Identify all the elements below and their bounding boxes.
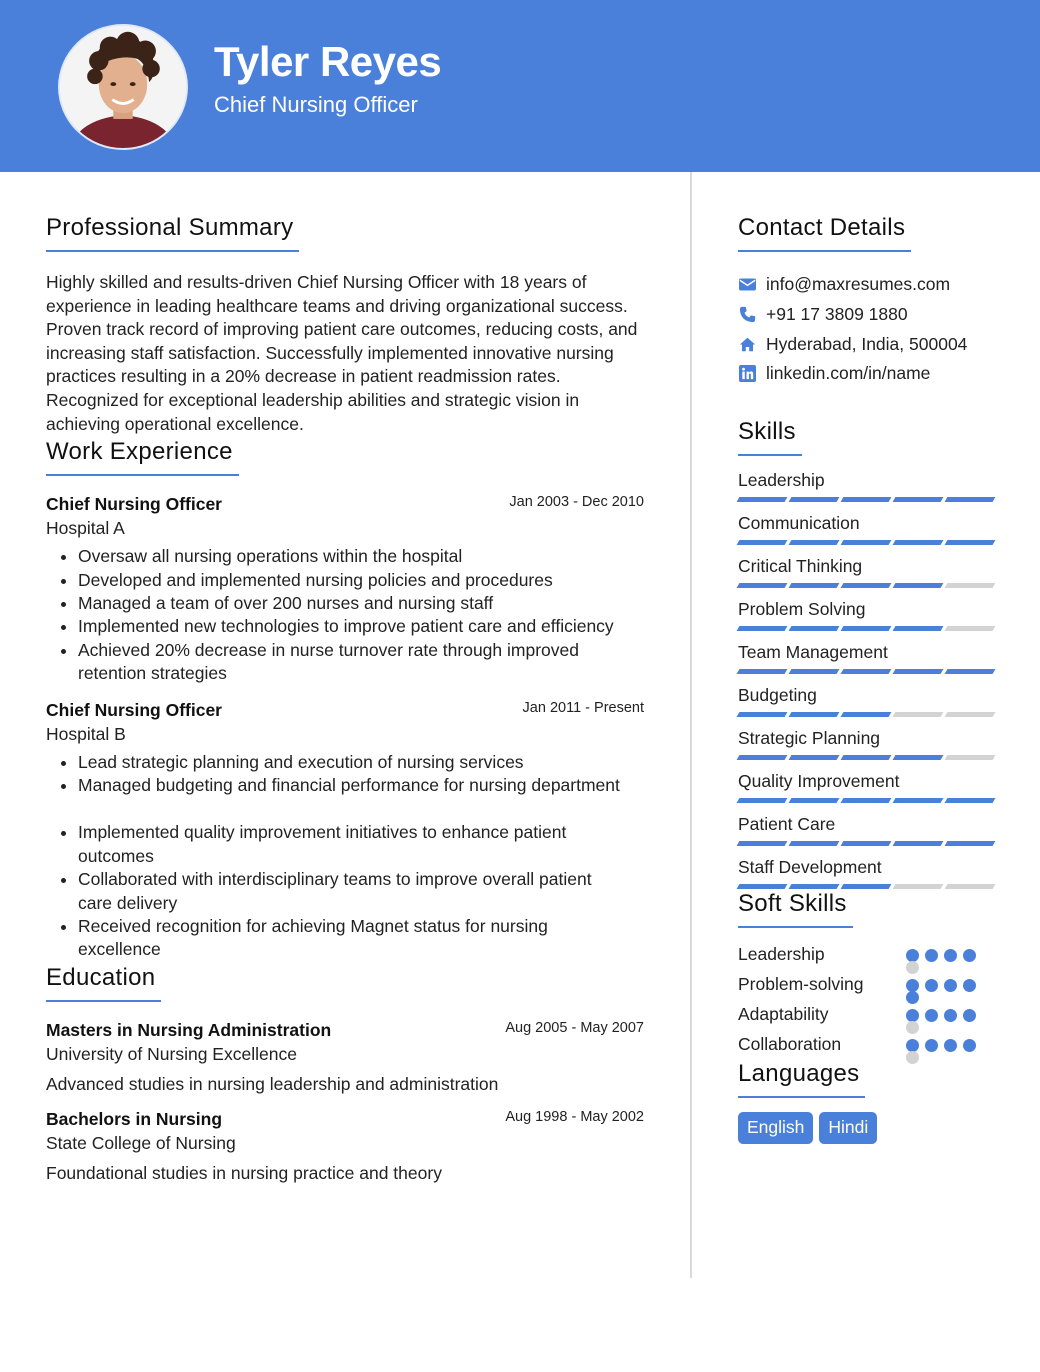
skill-level-bar — [738, 540, 994, 545]
email-text[interactable]: info@maxresumes.com — [766, 274, 951, 294]
language-tag: Hindi — [819, 1112, 877, 1144]
soft-skills-list — [738, 944, 998, 1064]
language-tag: English — [738, 1112, 813, 1144]
rating-dot — [963, 949, 976, 962]
skill-label: Problem Solving — [738, 599, 866, 619]
skill-level-segment — [737, 669, 788, 674]
skill-level-bar — [738, 712, 994, 717]
skill-level-segment — [893, 755, 944, 760]
soft-skill-label: Problem-solving — [738, 974, 864, 994]
home-icon — [738, 336, 756, 354]
skill-level-bar — [738, 755, 994, 760]
list-item: • Collaborated with interdisciplinary teams to improve overall patient care delivery — [78, 868, 646, 915]
rating-dot — [925, 1039, 938, 1052]
skill-level-segment — [737, 583, 788, 588]
list-item: • Developed and implemented nursing policies and procedures — [78, 569, 646, 592]
skill-level-segment — [789, 755, 840, 760]
skill-level-segment — [789, 841, 840, 846]
languages-list — [738, 1112, 998, 1144]
soft-skill-label: Adaptability — [738, 1004, 829, 1024]
skill-level-segment — [737, 497, 788, 502]
education-entry — [46, 1020, 646, 1095]
experience-heading: Work Experience — [46, 438, 233, 472]
skill-level-segment — [841, 712, 892, 717]
job-organization: Hospital A — [46, 518, 125, 539]
skill-level-segment — [841, 626, 892, 631]
avatar — [58, 24, 188, 150]
job-date: Jan 2011 - Present — [522, 699, 644, 716]
job-entry — [46, 494, 646, 685]
skill-level-segment — [737, 755, 788, 760]
phone-text: +91 17 3809 1880 — [766, 304, 908, 324]
degree: Bachelors in Nursing — [46, 1108, 223, 1129]
skill-level-segment — [893, 497, 944, 502]
rating-dot — [906, 1051, 919, 1064]
job-entry — [46, 700, 646, 962]
rating-dot — [944, 979, 957, 992]
skill-item — [738, 642, 998, 685]
skills-list — [738, 470, 998, 900]
list-item: • Implemented quality improvement initiatives to enhance patient outcomes — [78, 821, 646, 868]
languages-heading: Languages — [738, 1060, 859, 1094]
skill-level-segment — [737, 798, 788, 803]
skills-heading: Skills — [738, 418, 796, 452]
skill-level-segment — [893, 626, 944, 631]
rating-dot — [963, 1009, 976, 1022]
skill-level-segment — [789, 540, 840, 545]
rating-overflow — [906, 991, 919, 1004]
summary-heading: Professional Summary — [46, 214, 293, 248]
skill-level-segment — [737, 540, 788, 545]
rating-dot — [963, 1039, 976, 1052]
skill-label: Quality Improvement — [738, 771, 900, 791]
skill-level-segment — [893, 798, 944, 803]
contact-phone — [738, 300, 998, 329]
soft-skill-item — [738, 1004, 998, 1034]
rating-dot — [944, 949, 957, 962]
education-description: Foundational studies in nursing practice and theory — [46, 1162, 442, 1183]
skill-level-segment — [789, 626, 840, 631]
summary-text: Highly skilled and results-driven Chief Nursing Officer with 18 years of experience in leading healthcare teams and driving organizational success. Proven track record of improving patient care outcomes, reducing costs, and increasing staff satisfaction. Successfully implemented innovative nursing practices resulting in a 20% decrease in patient readmission rates. Recognized for exceptional leadership abilities and strategic vision in achieving operational excellence. — [46, 272, 638, 434]
rating-dot — [925, 1009, 938, 1022]
skill-item — [738, 771, 998, 814]
rating-overflow — [906, 961, 919, 974]
skill-label: Budgeting — [738, 685, 817, 705]
skill-label: Patient Care — [738, 814, 836, 834]
skill-level-segment — [893, 712, 944, 717]
skill-level-segment — [945, 884, 996, 889]
skill-label: Staff Development — [738, 857, 882, 877]
skill-level-segment — [841, 841, 892, 846]
skill-level-segment — [841, 497, 892, 502]
skill-level-segment — [893, 669, 944, 674]
main-column — [46, 214, 646, 1184]
skill-item — [738, 513, 998, 556]
skill-level-segment — [945, 583, 996, 588]
contact-address — [738, 330, 998, 359]
rating-overflow — [906, 1051, 919, 1064]
skill-item — [738, 728, 998, 771]
skill-level-segment — [945, 841, 996, 846]
rating-overflow — [906, 1021, 919, 1034]
list-item: • Implemented new technologies to improve patient care and efficiency — [78, 615, 646, 638]
profile-photo — [60, 26, 186, 148]
skill-level-segment — [841, 669, 892, 674]
education-date: Aug 2005 - May 2007 — [505, 1019, 644, 1036]
skill-level-segment — [893, 841, 944, 846]
skill-level-segment — [841, 798, 892, 803]
education-entry — [46, 1109, 646, 1184]
skill-level-bar — [738, 626, 994, 631]
column-divider — [690, 172, 692, 1278]
skill-level-segment — [789, 583, 840, 588]
education-heading: Education — [46, 964, 155, 998]
skill-level-segment — [789, 669, 840, 674]
skill-level-bar — [738, 583, 994, 588]
skill-label: Critical Thinking — [738, 556, 863, 576]
job-title: Chief Nursing Officer — [46, 699, 222, 720]
skill-item — [738, 599, 998, 642]
skill-item — [738, 556, 998, 599]
skill-level-segment — [737, 712, 788, 717]
skill-level-segment — [945, 626, 996, 631]
soft-skill-item — [738, 944, 998, 974]
list-item: • Managed a team of over 200 nurses and nursing staff — [78, 592, 646, 615]
skill-level-segment — [789, 798, 840, 803]
phone-icon — [738, 306, 756, 324]
skill-item — [738, 685, 998, 728]
job-date: Jan 2003 - Dec 2010 — [509, 494, 644, 511]
rating-dot — [925, 979, 938, 992]
soft-skill-label: Collaboration — [738, 1034, 842, 1054]
skill-level-segment — [945, 497, 996, 502]
rating-dot — [944, 1009, 957, 1022]
skill-level-bar — [738, 841, 994, 846]
skill-level-segment — [893, 583, 944, 588]
soft-skill-item — [738, 974, 998, 1004]
school: University of Nursing Excellence — [46, 1043, 297, 1064]
skill-level-segment — [737, 841, 788, 846]
skill-level-segment — [789, 497, 840, 502]
skill-level-segment — [841, 583, 892, 588]
skill-level-segment — [737, 884, 788, 889]
skill-level-bar — [738, 884, 994, 889]
skill-item — [738, 814, 998, 857]
degree: Masters in Nursing Administration — [46, 1019, 332, 1040]
skill-level-segment — [945, 712, 996, 717]
school: State College of Nursing — [46, 1132, 236, 1153]
skill-level-segment — [841, 540, 892, 545]
rating-dot — [944, 1039, 957, 1052]
skill-level-segment — [945, 755, 996, 760]
rating-dot — [906, 991, 919, 1004]
linkedin-icon — [738, 365, 756, 383]
contact-email — [738, 270, 998, 299]
job-title: Chief Nursing Officer — [46, 494, 222, 515]
list-item: • Lead strategic planning and execution of nursing services — [78, 751, 646, 774]
header-banner — [0, 0, 1040, 172]
job-bullets — [46, 751, 646, 962]
list-item: • Achieved 20% decrease in nurse turnover rate through improved retention strategies — [78, 639, 646, 686]
list-item: • Oversaw all nursing operations within the hospital — [78, 545, 646, 568]
skill-item — [738, 470, 998, 513]
soft-skills-heading: Soft Skills — [738, 890, 847, 924]
rating-dot — [963, 979, 976, 992]
rating-dot — [906, 1021, 919, 1034]
skill-level-segment — [893, 540, 944, 545]
skill-label: Leadership — [738, 470, 825, 490]
education-description: Advanced studies in nursing leadership and administration — [46, 1073, 499, 1094]
skill-level-segment — [945, 798, 996, 803]
skill-level-segment — [945, 669, 996, 674]
linkedin-text[interactable]: linkedin.com/in/name — [766, 363, 931, 383]
job-organization: Hospital B — [46, 723, 126, 744]
skill-level-segment — [841, 755, 892, 760]
skill-level-bar — [738, 669, 994, 674]
job-bullets — [46, 545, 646, 685]
skill-level-segment — [789, 712, 840, 717]
education-date: Aug 1998 - May 2002 — [505, 1108, 644, 1125]
candidate-title: Chief Nursing Officer — [214, 92, 418, 117]
skill-level-bar — [738, 497, 994, 502]
soft-skill-label: Leadership — [738, 944, 825, 964]
skill-level-segment — [841, 884, 892, 889]
contact-list — [738, 270, 998, 388]
skill-label: Strategic Planning — [738, 728, 881, 748]
list-item: • Managed budgeting and financial performance for nursing department — [78, 774, 646, 797]
skill-label: Team Management — [738, 642, 888, 662]
rating-dot — [925, 949, 938, 962]
sidebar-column — [738, 214, 998, 1144]
contact-linkedin — [738, 359, 998, 388]
skill-level-segment — [893, 884, 944, 889]
address-text: Hyderabad, India, 500004 — [766, 334, 968, 354]
rating-dot — [906, 961, 919, 974]
list-item: • Received recognition for achieving Magnet status for nursing excellence — [78, 915, 646, 962]
skill-level-segment — [737, 626, 788, 631]
contact-heading: Contact Details — [738, 214, 905, 248]
skill-level-segment — [945, 540, 996, 545]
skill-level-bar — [738, 798, 994, 803]
candidate-name: Tyler Reyes — [214, 38, 442, 85]
skill-label: Communication — [738, 513, 860, 533]
skill-level-segment — [789, 884, 840, 889]
envelope-icon — [738, 276, 756, 294]
